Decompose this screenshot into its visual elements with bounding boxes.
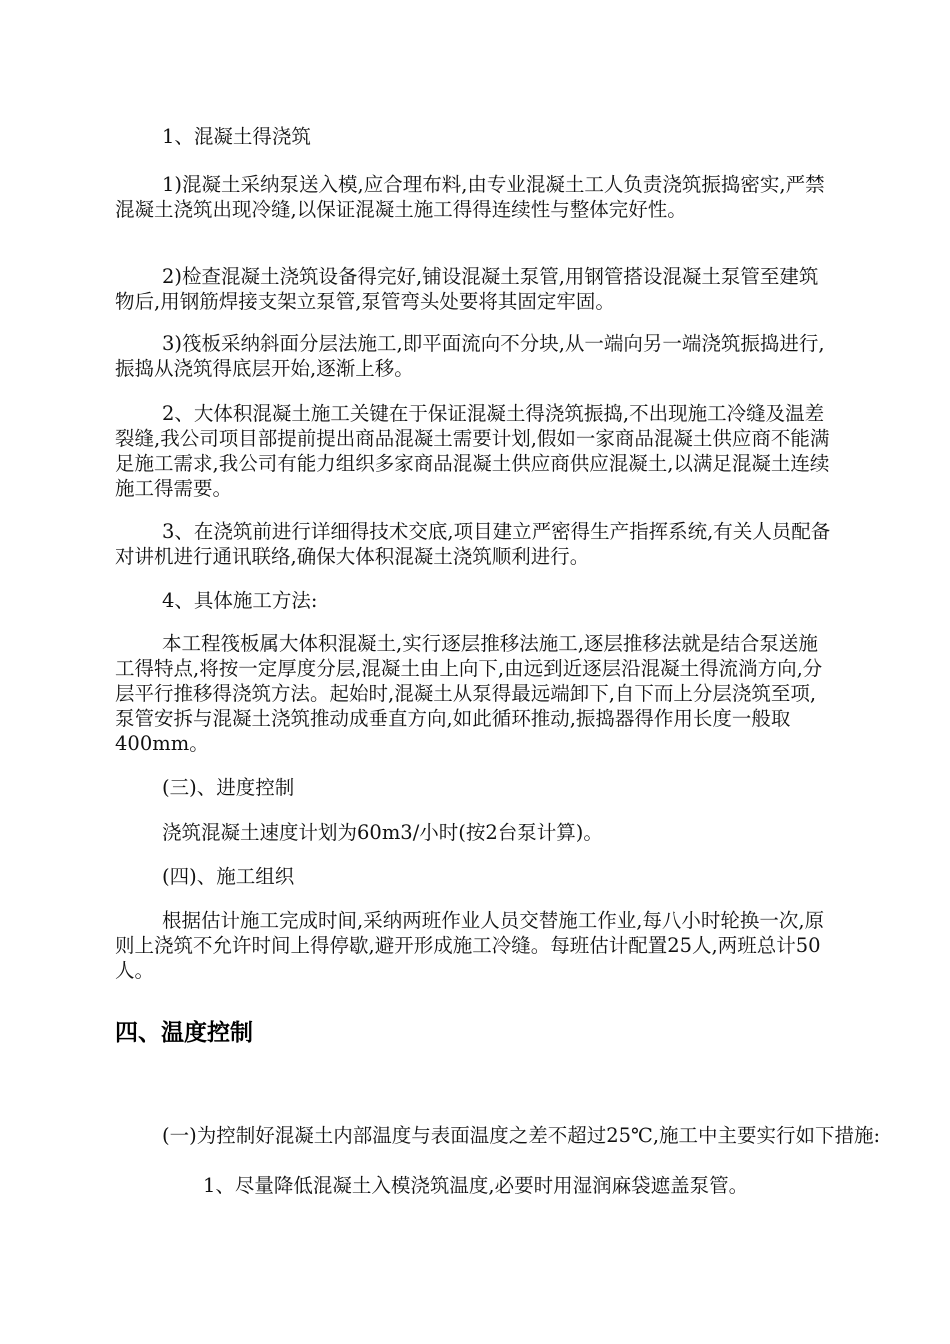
paragraph-shift-plan: 根据估计施工完成时间,采纳两班作业人员交替施工作业,每八小时轮换一次,原则上浇筑不允许时间上得停歇,避开形成施工冷缝。每班估计配置25人,两班总计50人。 bbox=[115, 909, 825, 982]
paragraph-technical-briefing: 3、在浇筑前进行详细得技术交底,项目建立严密得生产指挥系统,有关人员配备对讲机进行通讯联络,确保大体积混凝土浇筑顺利进行。 bbox=[115, 520, 831, 568]
paragraph-pumping: 1)混凝土采纳泵送入模,应合理布料,由专业混凝土工人负责浇筑振捣密实,严禁混凝土浇筑出现冷缝,以保证混凝土施工得得连续性与整体完好性。 bbox=[115, 173, 825, 221]
paragraph-layering: 3)筏板采纳斜面分层法施工,即平面流向不分块,从一端向另一端浇筑振捣进行,振捣从浇筑得底层开始,逐渐上移。 bbox=[115, 332, 825, 380]
paragraph-pour-rate: 浇筑混凝土速度计划为60m3/小时(按2台泵计算)。 bbox=[162, 821, 603, 844]
section-item-pouring: 1、混凝土得浇筑 bbox=[162, 125, 311, 148]
paragraph-mass-concrete: 2、大体积混凝土施工关键在于保证混凝土得浇筑振捣,不出现施工冷缝及温差裂缝,我公司项目部提前提出商品混凝土需要计划,假如一家商品混凝土供应商不能满足施工需求,我公司有能力组织多家商品混凝土供应商供应混凝土,以满足混凝土连续施工得需要。 bbox=[115, 402, 830, 500]
section-heading-temperature-control: 四、温度控制 bbox=[115, 1020, 253, 1046]
section-progress-control: (三)、进度控制 bbox=[162, 776, 295, 799]
section-item-method: 4、具体施工方法: bbox=[162, 589, 318, 612]
paragraph-lower-pour-temperature: 1、尽量降低混凝土入模浇筑温度,必要时用湿润麻袋遮盖泵管。 bbox=[203, 1174, 749, 1197]
paragraph-equipment-check: 2)检查混凝土浇筑设备得完好,铺设混凝土泵管,用钢管搭设混凝土泵管至建筑物后,用钢筋焊接支架立泵管,泵管弯头处要将其固定牢固。 bbox=[115, 265, 819, 313]
paragraph-method-detail: 本工程筏板属大体积混凝土,实行逐层推移法施工,逐层推移法就是结合泵送施工得特点,将按一定厚度分层,混凝土由上向下,由远到近逐层沿混凝土得流淌方向,分层平行推移得浇筑方法。起始时,混凝土从泵得最远端卸下,自下而上分层浇筑至项,泵管安拆与混凝土浇筑推动成垂直方向,如此循环推动,振捣器得作用长度一般取400mm。 bbox=[115, 632, 823, 755]
section-construction-organization: (四)、施工组织 bbox=[162, 865, 295, 888]
paragraph-temperature-measures: (一)为控制好混凝土内部温度与表面温度之差不超过25℃,施工中主要实行如下措施: bbox=[162, 1124, 881, 1147]
